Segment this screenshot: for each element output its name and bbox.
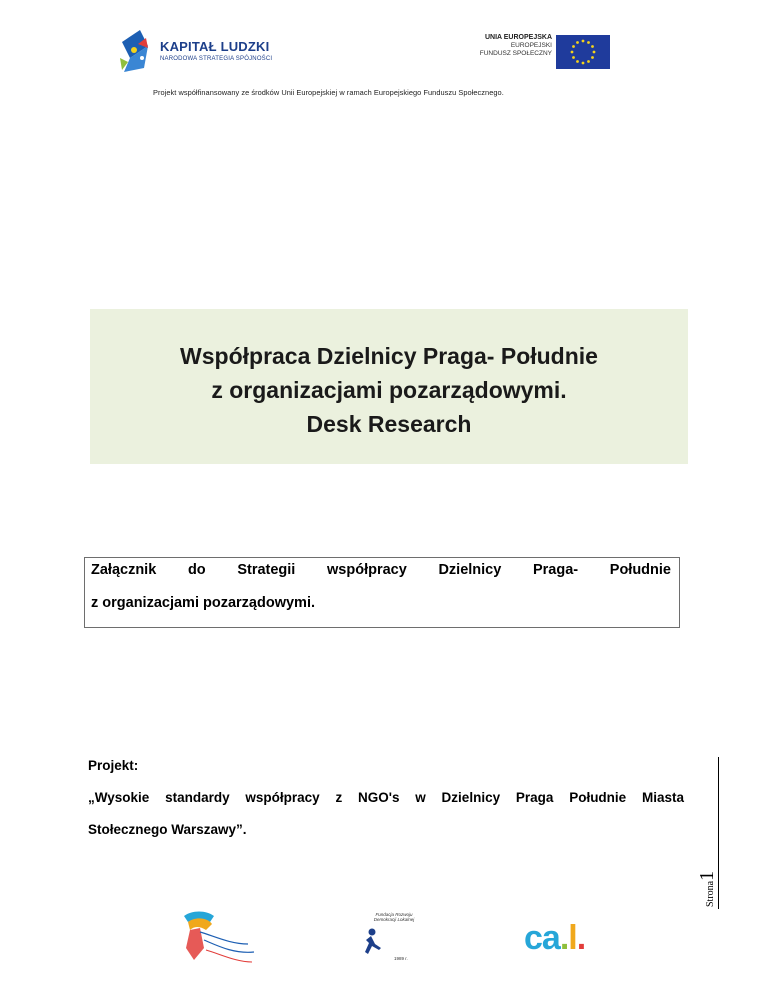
project-title-line-1: „Wysokie standardy współpracy z NGO's w Dzielnicy Praga Południe Miasta (88, 790, 684, 805)
title-line-1: Współpraca Dzielnicy Praga- Południe (180, 343, 598, 369)
page-number-value: 1 (696, 870, 718, 881)
title-block (90, 309, 688, 464)
project-label: Projekt: (88, 758, 139, 773)
cal-letter-c: c (524, 919, 542, 957)
title-line-3: Desk Research (306, 411, 472, 437)
cal-dot-1: . (559, 919, 569, 957)
fundacja-year: 1989 r. (394, 956, 408, 961)
page-number-label: Strona (705, 880, 716, 907)
cal-letter-a: a (541, 919, 560, 957)
fundacja-rozwoju-logo (358, 912, 418, 970)
eu-line-2: EUROPEJSKI (510, 42, 552, 49)
eu-flag-icon (556, 35, 610, 69)
page-number-rotated (696, 843, 716, 907)
attachment-line-1: Załącznik do Strategii współpracy Dzielnicy Praga- Południe (91, 562, 671, 578)
margin-divider (718, 757, 719, 909)
eu-line-1: UNIA EUROPEJSKA (484, 34, 552, 41)
walking-figure-icon (360, 928, 384, 958)
eu-text (480, 34, 552, 58)
fundacja-name: Fundacja Rozwoju Demokracji Lokalnej (373, 912, 415, 922)
praga-poludnie-logo-icon (170, 908, 262, 968)
kapital-ludzki-title: KAPITAŁ LUDZKI (160, 39, 270, 54)
attachment-line-2: z organizacjami pozarządowymi. (91, 595, 315, 611)
cal-logo (524, 918, 604, 958)
eu-line-3: FUNDUSZ SPOŁECZNY (479, 50, 552, 57)
attachment-box (84, 557, 680, 628)
cofinancing-note: Projekt współfinansowany ze środków Unii Europejskiej w ramach Europejskiego Funduszu Społecznego. (153, 88, 504, 97)
page-number (695, 843, 717, 907)
cal-dot-2: . (576, 919, 586, 957)
title-line-2: z organizacjami pozarządowymi. (211, 377, 567, 403)
project-title-line-2: Stołecznego Warszawy”. (88, 822, 247, 837)
cal-letter-l: l (568, 919, 577, 957)
kapital-ludzki-mark-icon (118, 28, 162, 74)
eu-logo (470, 34, 610, 70)
kapital-ludzki-logo (118, 28, 288, 76)
kapital-ludzki-subtitle: NARODOWA STRATEGIA SPÓJNOŚCI (160, 56, 273, 62)
